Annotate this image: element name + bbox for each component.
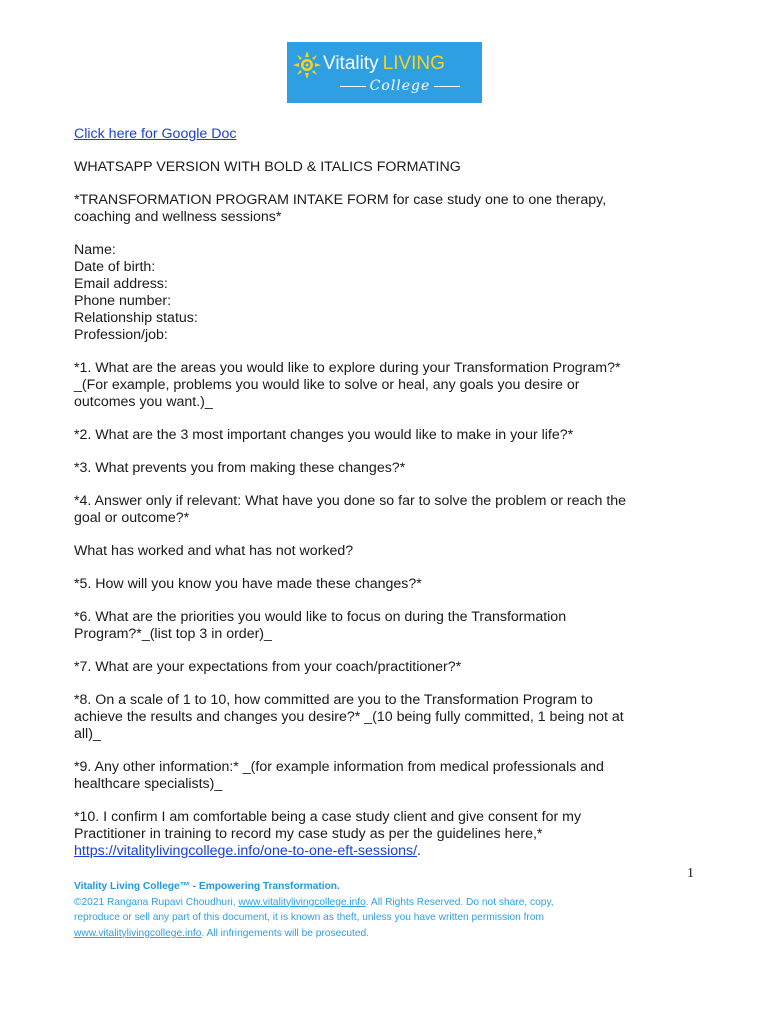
field-email: Email address: (74, 276, 168, 292)
logo-subtitle (325, 78, 475, 94)
page-footer (74, 879, 674, 941)
q1-line1: *1. What are the areas you would like to explore during your Transformation Program?* (74, 360, 621, 376)
footer-rights-text: . All Rights Reserved. Do not share, copy, (365, 896, 554, 908)
sun-icon (293, 51, 321, 79)
q4-line1: *4. Answer only if relevant: What have you done so far to solve the problem or reach the (74, 493, 627, 509)
q10-line1: *10. I confirm I am comfortable being a case study client and give consent for my (74, 809, 582, 825)
footer-website-link-2[interactable]: www.vitalitylivingcollege.info (74, 927, 202, 939)
form-title (74, 192, 684, 226)
question-8 (74, 692, 684, 743)
q6-line1: *6. What are the priorities you would like to focus on during the Transformation (74, 609, 567, 625)
logo-brand (323, 53, 445, 75)
footer-notice-end (74, 926, 674, 942)
question-2: *2. What are the 3 most important changes you would like to make in your life?* (74, 427, 574, 443)
q6-line2: Program?*_(list top 3 in order)_ (74, 626, 272, 642)
logo-brand-part1: Vitality (323, 53, 379, 74)
form-content (74, 126, 684, 876)
q1-line2: _(For example, problems you would like to solve or heal, any goals you desire or (74, 377, 580, 393)
q1-line3: outcomes you want.)_ (74, 394, 213, 410)
question-6 (74, 609, 684, 643)
personal-fields (74, 242, 684, 344)
q9-line1: *9. Any other information:* _(for example information from medical professionals and (74, 759, 604, 775)
field-phone: Phone number: (74, 293, 172, 309)
question-9 (74, 759, 684, 793)
eft-sessions-link[interactable]: https://vitalitylivingcollege.info/one-to-one-eft-sessions/ (74, 843, 418, 859)
google-doc-link[interactable]: Click here for Google Doc (74, 126, 237, 142)
question-5: *5. How will you know you have made these changes?* (74, 576, 422, 592)
page-number: 1 (687, 866, 694, 881)
field-dob: Date of birth: (74, 259, 156, 275)
footer-tagline: Vitality Living College™ - Empowering Transformation. (74, 881, 340, 892)
form-title-line1: *TRANSFORMATION PROGRAM INTAKE FORM for case study one to one therapy, (74, 192, 607, 208)
college-logo (287, 42, 482, 103)
question-1 (74, 360, 684, 411)
q8-line2: achieve the results and changes you desire?* _(10 being fully committed, 1 being not at (74, 709, 624, 725)
field-relationship: Relationship status: (74, 310, 198, 326)
q10-end: . (417, 843, 421, 859)
logo-sub-text: College (369, 78, 431, 94)
question-3: *3. What prevents you from making these changes?* (74, 460, 406, 476)
footer-notice: reproduce or sell any part of this document, it is known as theft, unless you have written permission from (74, 912, 544, 923)
q9-line2: healthcare specialists)_ (74, 776, 223, 792)
footer-copyright (74, 895, 674, 911)
footer-copyright-text: ©2021 Rangana Rupavi Choudhuri, (74, 896, 239, 908)
form-title-line2: coaching and wellness sessions* (74, 209, 282, 225)
q8-line1: *8. On a scale of 1 to 10, how committed are you to the Transformation Program to (74, 692, 593, 708)
question-7: *7. What are your expectations from your coach/practitioner?* (74, 659, 462, 675)
question-4 (74, 493, 684, 527)
q4-line2: goal or outcome?* (74, 510, 190, 526)
question-10 (74, 809, 684, 860)
field-name: Name: (74, 242, 116, 258)
logo-brand-part2: LIVING (382, 53, 445, 74)
q10-line2: Practitioner in training to record my case study as per the guidelines here,* (74, 826, 543, 842)
version-heading: WHATSAPP VERSION WITH BOLD & ITALICS FORMATING (74, 159, 461, 175)
footer-website-link[interactable]: www.vitalitylivingcollege.info (238, 896, 366, 908)
q8-line3: all)_ (74, 726, 101, 742)
footer-infringement-text: . All infringements will be prosecuted. (201, 927, 370, 939)
question-4-followup: What has worked and what has not worked? (74, 543, 354, 559)
field-profession: Profession/job: (74, 327, 168, 343)
